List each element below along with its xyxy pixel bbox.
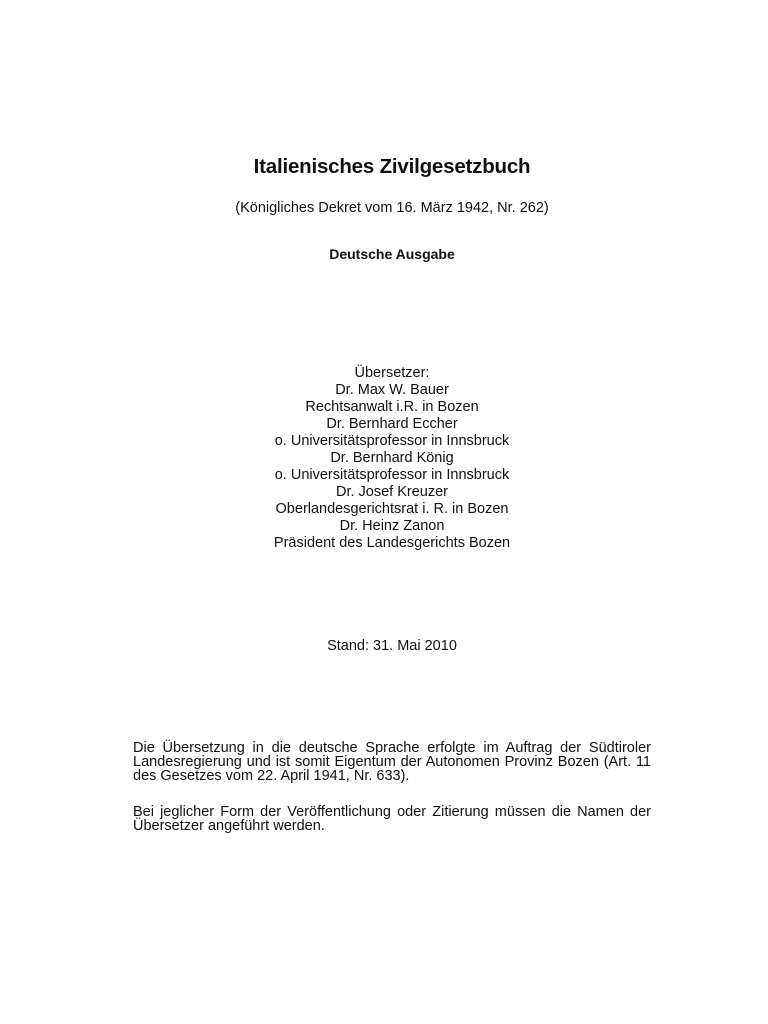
translator-line: Dr. Bernhard König bbox=[330, 450, 454, 466]
edition-label: Deutsche Ausgabe bbox=[329, 246, 455, 262]
translators-heading: Übersetzer: bbox=[354, 365, 430, 381]
status-date: Stand: 31. Mai 2010 bbox=[327, 638, 457, 654]
copyright-notice: Die Übersetzung in die deutsche Sprache erfolgte im Auftrag der Südtiroler Landesregierung und ist somit Eigentum der Autonomen Provinz Bozen (Art. 11 des Gesetzes vom 22. April 1941, Nr. 633). bbox=[133, 740, 651, 784]
translator-line: Dr. Heinz Zanon bbox=[339, 518, 445, 534]
translator-line: Dr. Josef Kreuzer bbox=[335, 484, 448, 500]
translators-block bbox=[0, 365, 768, 552]
translator-line: Dr. Max W. Bauer bbox=[335, 382, 449, 398]
document-title: Italienisches Zivilgesetzbuch bbox=[253, 155, 531, 178]
translator-line: o. Universitätsprofessor in Innsbruck bbox=[274, 467, 510, 483]
translator-line: Rechtsanwalt i.R. in Bozen bbox=[305, 399, 479, 415]
translator-line: Dr. Bernhard Eccher bbox=[326, 416, 458, 432]
decree-reference: (Königliches Dekret vom 16. März 1942, Nr. 262) bbox=[235, 200, 549, 216]
citation-notice: Bei jeglicher Form der Veröffentlichung oder Zitierung müssen die Namen der Übersetzer angeführt werden. bbox=[133, 804, 651, 834]
translator-line: Oberlandesgerichtsrat i. R. in Bozen bbox=[275, 501, 509, 517]
translator-line: Präsident des Landesgerichts Bozen bbox=[273, 535, 511, 551]
translator-line: o. Universitätsprofessor in Innsbruck bbox=[274, 433, 510, 449]
